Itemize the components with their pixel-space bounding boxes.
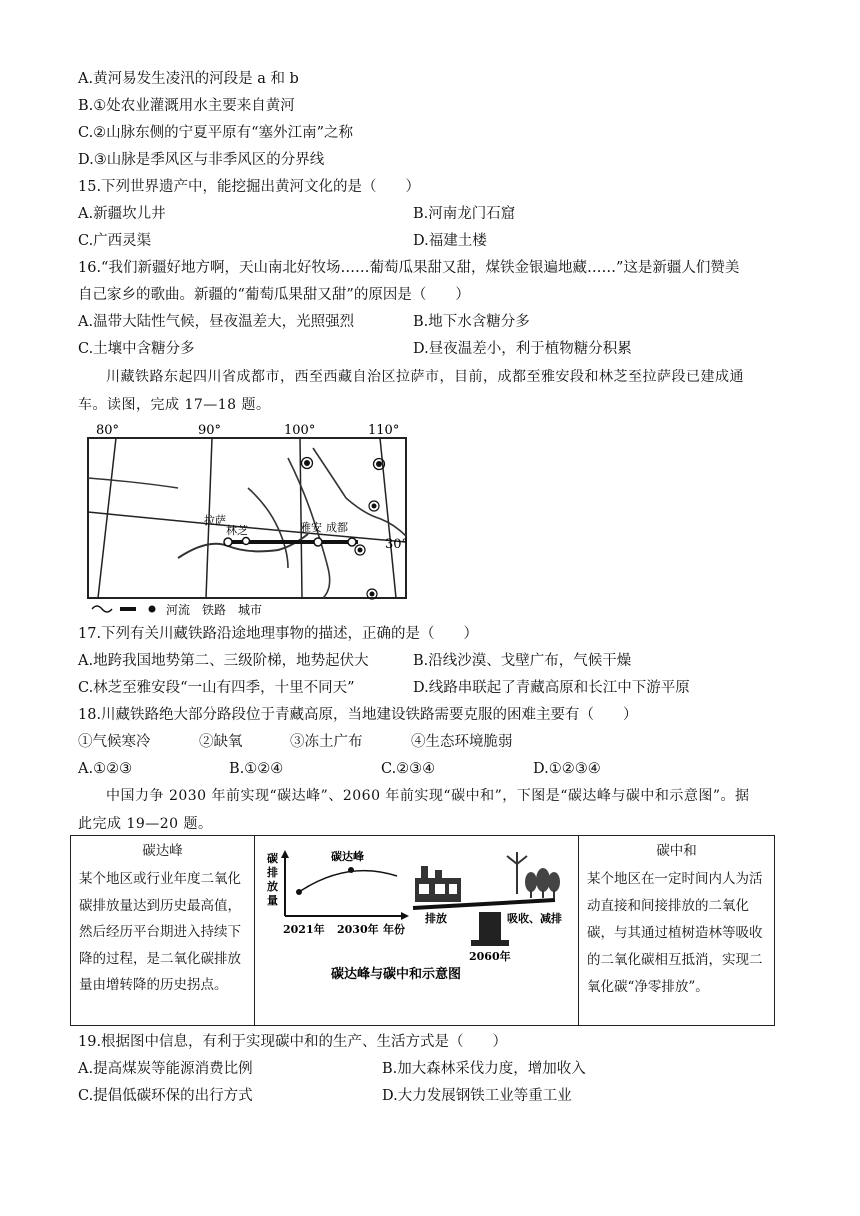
city-marker-chengdu: [348, 538, 356, 546]
q14-option-d: D.③山脉是季风区与非季风区的分界线: [78, 152, 325, 168]
carbon-peak-title: 碳达峰: [142, 843, 183, 859]
q18-option-c: C.②③④: [381, 761, 436, 777]
q16-option-c: C.土壤中含糖分多: [78, 341, 195, 357]
river-west: [88, 478, 178, 488]
q15-option-d: D.福建土楼: [413, 233, 487, 249]
label-nyingchi: 林芝: [226, 524, 248, 537]
label-lat-30: 30°: [384, 537, 408, 552]
carbon-diagram: [255, 836, 577, 1021]
passage-17-18-line2: 车。读图，完成 17—18 题。: [78, 397, 271, 413]
q18-item-3: ③冻土广布: [290, 734, 363, 750]
passage-17-18-line1: 川藏铁路东起四川省成都市，西至西藏自治区拉萨市，目前，成都至雅安段和林芝至拉萨段已建成通: [106, 369, 744, 385]
q18-option-b: B.①②④: [229, 761, 284, 777]
diagram-xunit: 年份: [383, 923, 405, 936]
sichuan-tibet-railway-map: [78, 418, 408, 618]
city-dot-3: [372, 504, 377, 509]
factory-icon: [415, 866, 461, 902]
q19-stem: 19.根据图中信息，有利于实现碳中和的生产、生活方式是（ ）: [78, 1034, 508, 1050]
diagram-xtick-2021: 2021年: [283, 923, 325, 936]
q17-option-c: C.林芝至雅安段“一山有四季，十里不同天”: [78, 680, 355, 696]
q17-option-b: B.沿线沙漠、戈壁广布，气候干燥: [413, 653, 632, 669]
q17-option-d: D.线路串联起了青藏高原和长江中下游平原: [413, 680, 690, 696]
balance-fulcrum: [479, 912, 501, 942]
ylabel-char-1: 碳: [267, 852, 278, 865]
q15-option-a: A.新疆坎儿井: [78, 206, 166, 222]
q14-option-a: A.黄河易发生凌汛的河段是 a 和 b: [78, 71, 299, 87]
q18-item-2: ②缺氧: [199, 734, 243, 750]
q17-option-a: A.地跨我国地势第二、三级阶梯，地势起伏大: [78, 653, 369, 669]
q18-item-1: ①气候寒冷: [78, 734, 151, 750]
carbon-peak-cell: [71, 836, 255, 1026]
city-marker-nyingchi: [243, 538, 250, 545]
q16-option-d: D.昼夜温差小，利于植物糖分积累: [413, 341, 632, 357]
passage-19-20-line1: 中国力争 2030 年前实现“碳达峰”、2060 年前实现“碳中和”，下图是“碳达峰与碳中和示意图”。据: [106, 788, 750, 804]
q19-option-d: D.大力发展钢铁工业等重工业: [382, 1088, 572, 1104]
carbon-neutral-title: 碳中和: [656, 843, 697, 859]
q16-option-a: A.温带大陆性气候，昼夜温差大，光照强烈: [78, 314, 355, 330]
q19-option-b: B.加大森林采伐力度，增加收入: [382, 1061, 586, 1077]
city-marker-lhasa: [224, 538, 232, 546]
diagram-peak-label: 碳达峰: [331, 850, 364, 863]
diagram-ylabel: [267, 851, 282, 907]
diagram-emit-label: 排放: [425, 912, 447, 925]
city-dot-4: [358, 548, 363, 553]
city-dot-2: [376, 461, 382, 467]
meridian-80: [98, 438, 116, 598]
label-lon-100: 100°: [284, 423, 316, 438]
label-chengdu: 成都: [326, 521, 348, 534]
trees-icon: [507, 852, 560, 898]
carbon-neutral-cell: [579, 836, 775, 1026]
q19-option-c: C.提倡低碳环保的出行方式: [78, 1088, 253, 1104]
q18-stem: 18.川藏铁路绝大部分路段位于青藏高原，当地建设铁路需要克服的困难主要有（ ）: [78, 707, 638, 723]
q14-option-c: C.②山脉东侧的宁夏平原有“塞外江南”之称: [78, 125, 354, 141]
ylabel-char-4: 量: [267, 894, 278, 907]
carbon-neutral-text: 某个地区在一定时间内人为活动直接和间接排放的二氧化碳，与其通过植树造林等吸收的二氧化碳相互抵消，实现二氧化碳“净零排放”。: [587, 871, 763, 995]
label-yaan: 雅安: [300, 521, 322, 534]
diagram-year-2060: 2060年: [469, 950, 511, 963]
q16-option-b: B.地下水含糖分多: [413, 314, 530, 330]
city-marker-yaan: [314, 538, 322, 546]
label-lon-80: 80°: [96, 423, 120, 438]
diagram-absorb-label: 吸收、减排: [507, 912, 562, 925]
city-dot-5: [370, 592, 375, 597]
q18-option-a: A.①②③: [78, 761, 133, 777]
label-lon-110: 110°: [368, 423, 400, 438]
diagram-y-arrow: [281, 850, 289, 858]
balance-base: [471, 940, 509, 946]
river-yarlung: [178, 534, 308, 558]
map-legend: 河流 铁路 城市: [166, 603, 263, 617]
diagram-caption: 碳达峰与碳中和示意图: [331, 967, 462, 982]
carbon-diagram-cell: [255, 836, 579, 1026]
q18-item-4: ④生态环境脆弱: [411, 734, 513, 750]
diagram-x-arrow: [401, 912, 409, 920]
label-lhasa: 拉萨: [204, 514, 226, 527]
meridian-110: [380, 438, 396, 598]
point-2021: [296, 889, 302, 895]
q15-option-c: C.广西灵渠: [78, 233, 152, 249]
legend-river-symbol: [92, 606, 112, 612]
ylabel-char-2: 排: [267, 866, 278, 879]
diagram-xtick-2030: 2030年: [337, 923, 379, 936]
q15-stem: 15.下列世界遗产中，能挖掘出黄河文化的是（ ）: [78, 179, 421, 195]
map-frame: [88, 438, 406, 598]
carbon-peak-text: 某个地区或行业年度二氧化碳排放量达到历史最高值，然后经历平台期进入持续下降的过程，是二氧化碳排放量由增转降的历史拐点。: [79, 871, 241, 993]
q16-stem-line1: 16.“我们新疆好地方啊，天山南北好牧场……葡萄瓜果甜又甜，煤铁金银遍地藏……”这是新疆人们赞美: [78, 260, 740, 276]
q14-option-b: B.①处农业灌溉用水主要来自黄河: [78, 98, 295, 114]
ylabel-char-3: 放: [267, 880, 278, 893]
city-dot-1: [304, 460, 310, 466]
q17-stem: 17.下列有关川藏铁路沿途地理事物的描述，正确的是（ ）: [78, 626, 479, 642]
emission-curve: [299, 871, 397, 892]
q19-option-a: A.提高煤炭等能源消费比例: [78, 1061, 253, 1077]
q15-option-b: B.河南龙门石窟: [413, 206, 516, 222]
passage-19-20-line2: 此完成 19—20 题。: [78, 816, 213, 832]
legend-city-symbol: [149, 606, 156, 613]
q16-stem-line2: 自己家乡的歌曲。新疆的“葡萄瓜果甜又甜”的原因是（ ）: [78, 287, 470, 303]
q18-option-d: D.①②③④: [533, 761, 601, 777]
label-lon-90: 90°: [198, 423, 222, 438]
point-2030: [348, 867, 354, 873]
carbon-info-table: [70, 835, 775, 1026]
